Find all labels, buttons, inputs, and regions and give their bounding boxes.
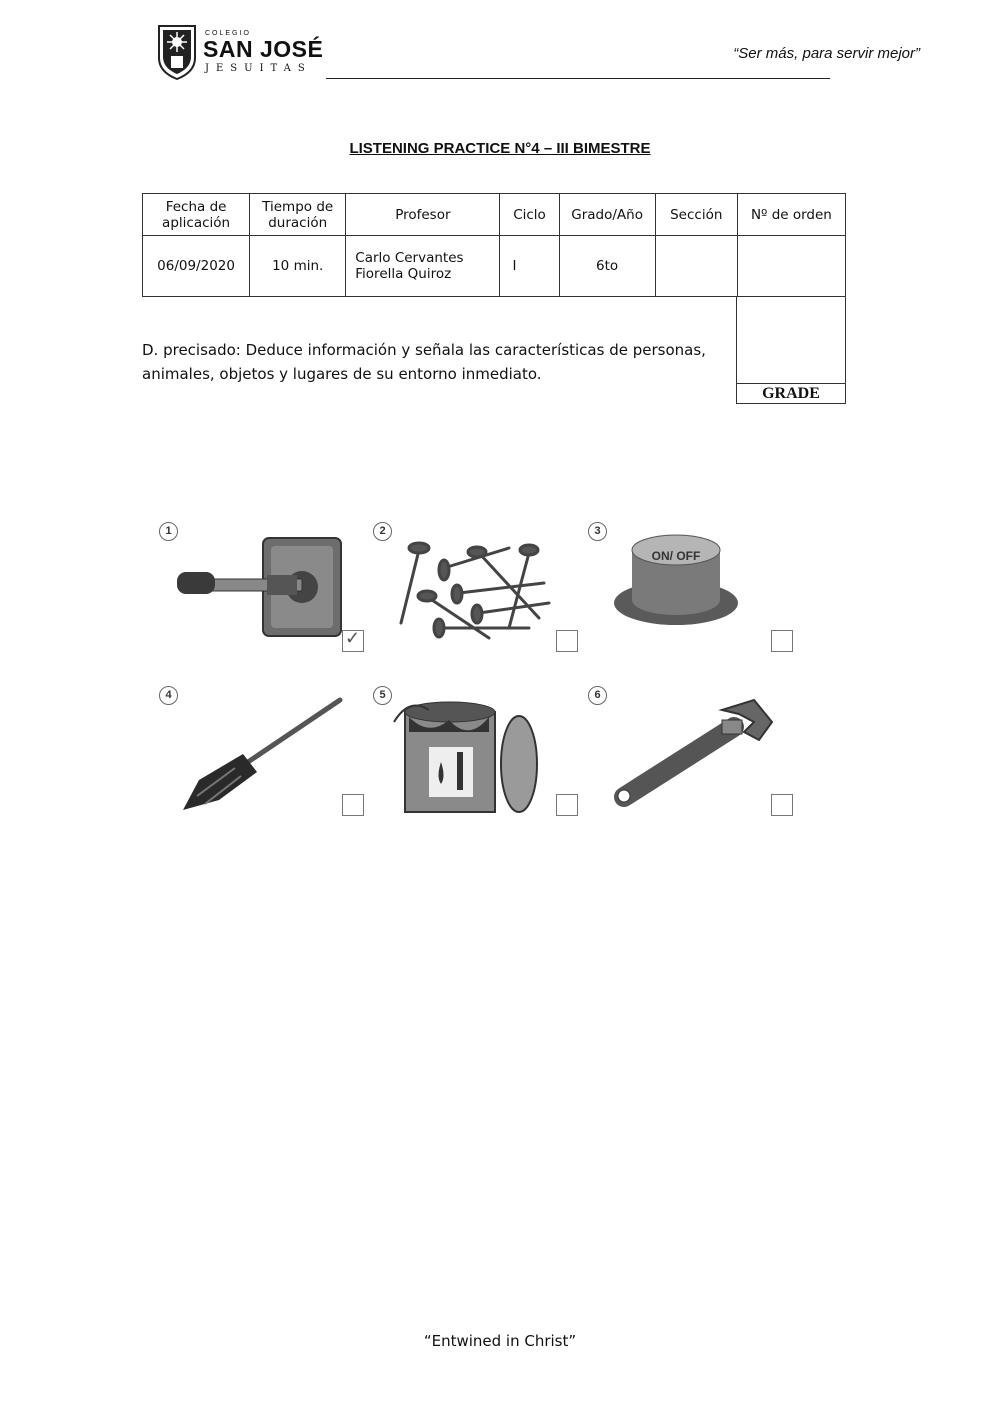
checkbox-6[interactable] <box>771 794 793 816</box>
footer-text: “Entwined in Christ” <box>423 1332 577 1350</box>
grade-label: GRADE <box>737 383 845 403</box>
item-number: 1 <box>159 522 178 541</box>
item-number: 6 <box>588 686 607 705</box>
header-ciclo: Ciclo <box>500 194 559 236</box>
profesor-name-1: Carlo Cervantes <box>355 250 464 266</box>
header-fecha: Fecha de aplicación <box>143 194 250 236</box>
checkbox-4[interactable] <box>342 794 364 816</box>
checkmark-icon: ✓ <box>345 628 361 648</box>
item-number: 2 <box>373 522 392 541</box>
item-number: 3 <box>588 522 607 541</box>
on-off-button-icon <box>604 528 774 643</box>
checkbox-2[interactable] <box>556 630 578 652</box>
cell-grado: 6to <box>559 236 655 297</box>
info-table <box>142 193 846 297</box>
shield-icon <box>155 24 199 80</box>
logo-name: SAN JOSÉ <box>203 36 324 62</box>
screwdriver-icon <box>175 692 345 817</box>
header-divider <box>326 78 830 79</box>
on-off-label: ON/ OFF <box>651 549 701 563</box>
item-number: 4 <box>159 686 178 705</box>
header-orden: Nº de orden <box>737 194 845 236</box>
cell-seccion[interactable] <box>655 236 737 297</box>
exercise-item-3 <box>586 522 802 667</box>
nails-icon <box>389 528 559 643</box>
header-grado: Grado/Año <box>559 194 655 236</box>
cell-orden[interactable] <box>737 236 845 297</box>
cell-fecha: 06/09/2020 <box>143 236 250 297</box>
cell-tiempo: 10 min. <box>250 236 346 297</box>
table-header-row <box>143 194 846 236</box>
grade-box[interactable] <box>736 297 846 404</box>
exercise-item-5 <box>371 686 587 831</box>
logo-prefix: COLEGIO <box>205 30 251 37</box>
checkbox-1[interactable] <box>342 630 364 652</box>
lever-switch-icon <box>175 528 345 643</box>
checkbox-3[interactable] <box>771 630 793 652</box>
cell-ciclo: I <box>500 236 559 297</box>
exercise-item-1 <box>157 522 373 667</box>
wrench-icon <box>604 692 774 817</box>
motto: “Ser más, para servir mejor” <box>733 45 920 62</box>
exercise-item-6 <box>586 686 802 831</box>
checkbox-5[interactable] <box>556 794 578 816</box>
cell-profesor <box>346 236 500 297</box>
header-seccion: Sección <box>655 194 737 236</box>
exercise-item-2 <box>371 522 587 667</box>
logo-subtitle: JESUITAS <box>205 63 312 74</box>
header-profesor: Profesor <box>346 194 500 236</box>
header-tiempo: Tiempo de duración <box>250 194 346 236</box>
table-row <box>143 236 846 297</box>
school-logo <box>155 24 325 82</box>
description: D. precisado: Deduce información y señala las características de personas, animales, objetos y lugares de su entorno inmediato. <box>142 341 706 383</box>
item-number: 5 <box>373 686 392 705</box>
paint-can-icon <box>389 692 559 817</box>
exercise-item-4 <box>157 686 373 831</box>
profesor-name-2: Fiorella Quiroz <box>355 266 452 282</box>
page-title: LISTENING PRACTICE N°4 – III BIMESTRE <box>349 140 651 157</box>
